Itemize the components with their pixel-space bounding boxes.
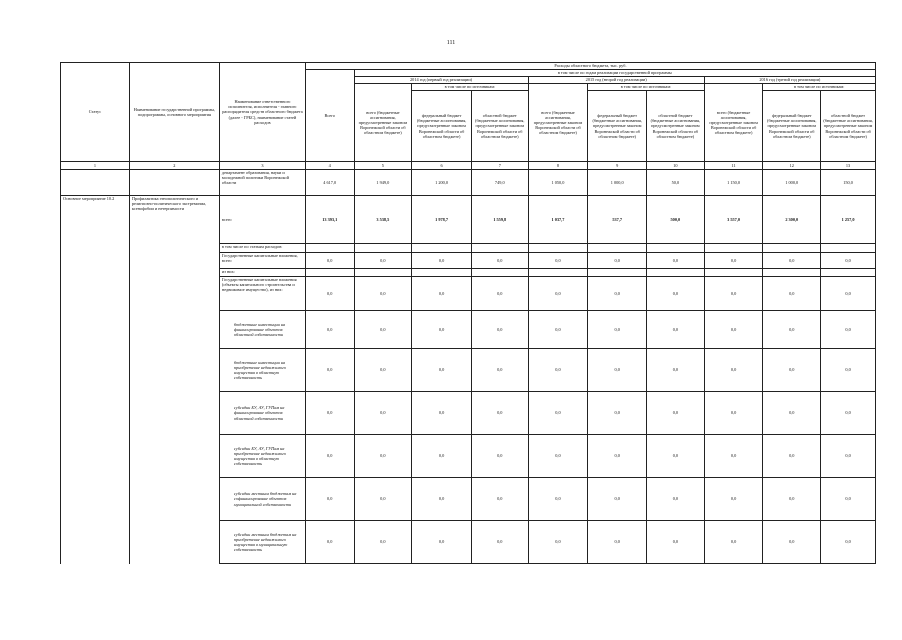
value-cell: 0,0 xyxy=(588,435,647,478)
header-federal-col-1: федеральный бюджет (бюджетные ассигнования, предусмотренные законом Воронежской области об областном бюджете) xyxy=(412,91,472,162)
empty-cell xyxy=(647,269,705,277)
empty-cell xyxy=(704,244,763,253)
header-year-2015: 2015 год (второй год реализации) xyxy=(528,77,704,84)
empty-cell xyxy=(354,244,412,253)
value-cell: 0,0 xyxy=(305,277,354,311)
header-all-col-1: всего (бюджетные ассигнования, предусмотренные законом Воронежской области об областном бюджете) xyxy=(354,84,412,162)
value-cell: 4 617,0 xyxy=(305,170,354,196)
value-cell: 0,0 xyxy=(354,435,412,478)
header-program-name: Наименование государственной программы, подпрограммы, основного мероприятия xyxy=(129,63,219,162)
header-year-2016: 2016 год (третий год реализации) xyxy=(704,77,875,84)
value-cell: 0,0 xyxy=(528,392,588,435)
table-row xyxy=(61,196,876,244)
value-cell: 0,0 xyxy=(704,253,763,269)
value-cell: 0,0 xyxy=(821,521,876,564)
value-cell: 0,0 xyxy=(821,478,876,521)
row-label: в том числе по статьям расходов: xyxy=(219,244,305,253)
value-cell: 0,0 xyxy=(588,253,647,269)
value-cell: 749,0 xyxy=(471,170,528,196)
value-cell: 537,7 xyxy=(588,196,647,244)
column-number: 1 xyxy=(61,162,130,170)
value-cell: 1 050,0 xyxy=(528,170,588,196)
value-cell: 1 949,0 xyxy=(354,170,412,196)
value-cell: 0,0 xyxy=(588,478,647,521)
value-cell: 0,0 xyxy=(305,478,354,521)
row-label: всего xyxy=(219,196,305,244)
event-name: Профилактика этнополитического и религиозно-политического экстремизма, ксенофобии и нетерпимости xyxy=(129,196,219,564)
budget-table xyxy=(60,62,876,564)
value-cell: 0,0 xyxy=(821,435,876,478)
value-cell: 0,0 xyxy=(305,253,354,269)
header-year-2014: 2014 год (первый год реализации) xyxy=(354,77,528,84)
value-cell: 0,0 xyxy=(528,253,588,269)
value-cell: 0,0 xyxy=(412,521,472,564)
value-cell: 0,0 xyxy=(471,311,528,349)
row-label: субсидии местным бюджетам на приобретение недвижимого имущества в муниципальную собственность xyxy=(219,521,305,564)
row-label: Государственные капитальные вложения, всего xyxy=(219,253,305,269)
header-regional-col-3: областной бюджет (бюджетные ассигнования, предусмотренные законом Воронежской области об областном бюджете) xyxy=(821,91,876,162)
value-cell: 0,0 xyxy=(821,311,876,349)
column-number: 13 xyxy=(821,162,876,170)
value-cell: 0,0 xyxy=(412,435,472,478)
row-label: департамент образования, науки и молодежной политики Воронежской области xyxy=(219,170,305,196)
header-by-years: в том числе по годам реализации государственной программы xyxy=(354,70,875,77)
value-cell: 0,0 xyxy=(471,435,528,478)
row-label: субсидии БУ, АУ, ГУПам на финансирование объектов областной собственности xyxy=(219,392,305,435)
value-cell: 0,0 xyxy=(704,392,763,435)
value-cell: 0,0 xyxy=(528,349,588,392)
value-cell: 0,0 xyxy=(763,277,821,311)
value-cell: 0,0 xyxy=(354,349,412,392)
column-number: 6 xyxy=(412,162,472,170)
value-cell: 0,0 xyxy=(354,521,412,564)
value-cell: 0,0 xyxy=(471,277,528,311)
value-cell: 0,0 xyxy=(354,277,412,311)
value-cell: 0,0 xyxy=(354,478,412,521)
empty-cell xyxy=(412,269,472,277)
column-number: 2 xyxy=(129,162,219,170)
value-cell: 0,0 xyxy=(763,253,821,269)
header-federal-col-3: федеральный бюджет (бюджетные ассигнования, предусмотренные законом Воронежской области об областном бюджете) xyxy=(763,91,821,162)
value-cell: 1 150,0 xyxy=(704,170,763,196)
header-expenses: Расходы областного бюджета, тыс. руб. xyxy=(305,63,875,70)
value-cell: 0,0 xyxy=(528,435,588,478)
empty-cell xyxy=(471,269,528,277)
table-row xyxy=(61,170,876,196)
name-cell xyxy=(129,170,219,196)
header-by-sources-3: в том числе по источникам: xyxy=(763,84,876,91)
value-cell: 0,0 xyxy=(647,521,705,564)
value-cell: 3 538,5 xyxy=(354,196,412,244)
value-cell: 1 200,0 xyxy=(412,170,472,196)
value-cell: 0,0 xyxy=(412,253,472,269)
value-cell: 3 557,0 xyxy=(704,196,763,244)
value-cell: 50,0 xyxy=(647,170,705,196)
value-cell: 0,0 xyxy=(821,277,876,311)
value-cell: 0,0 xyxy=(471,521,528,564)
value-cell: 0,0 xyxy=(305,349,354,392)
column-number: 8 xyxy=(528,162,588,170)
empty-cell xyxy=(704,269,763,277)
column-number: 10 xyxy=(647,162,705,170)
value-cell: 0,0 xyxy=(588,521,647,564)
value-cell: 0,0 xyxy=(763,435,821,478)
value-cell: 0,0 xyxy=(588,277,647,311)
value-cell: 0,0 xyxy=(647,392,705,435)
header-all-col-2: всего (бюджетные ассигнования, предусмотренные законом Воронежской области об областном бюджете) xyxy=(528,84,588,162)
value-cell: 0,0 xyxy=(412,478,472,521)
empty-cell xyxy=(763,244,821,253)
header-by-sources-1: в том числе по источникам: xyxy=(412,84,528,91)
value-cell: 0,0 xyxy=(821,253,876,269)
value-cell: 0,0 xyxy=(763,521,821,564)
column-number: 12 xyxy=(763,162,821,170)
header-by-sources-2: в том числе по источникам: xyxy=(588,84,704,91)
value-cell: 0,0 xyxy=(354,253,412,269)
value-cell: 0,0 xyxy=(528,311,588,349)
empty-cell xyxy=(354,269,412,277)
page-number: 111 xyxy=(446,40,456,46)
value-cell: 0,0 xyxy=(647,253,705,269)
value-cell: 1 000,0 xyxy=(763,170,821,196)
value-cell: 0,0 xyxy=(704,478,763,521)
value-cell: 0,0 xyxy=(305,435,354,478)
value-cell: 0,0 xyxy=(412,277,472,311)
empty-cell xyxy=(528,269,588,277)
value-cell: 0,0 xyxy=(647,277,705,311)
empty-cell xyxy=(588,244,647,253)
value-cell: 0,0 xyxy=(763,349,821,392)
value-cell: 0,0 xyxy=(588,392,647,435)
value-cell: 0,0 xyxy=(354,311,412,349)
column-number: 9 xyxy=(588,162,647,170)
value-cell: 0,0 xyxy=(588,349,647,392)
empty-cell xyxy=(821,269,876,277)
value-cell: 1 559,8 xyxy=(471,196,528,244)
value-cell: 0,0 xyxy=(704,277,763,311)
value-cell: 500,0 xyxy=(647,196,705,244)
value-cell: 0,0 xyxy=(763,392,821,435)
value-cell: 1 037,7 xyxy=(528,196,588,244)
status-cell xyxy=(61,170,130,196)
value-cell: 2 300,0 xyxy=(763,196,821,244)
value-cell: 0,0 xyxy=(821,349,876,392)
event-status: Основное мероприятие 10.2 xyxy=(61,196,130,564)
empty-cell xyxy=(588,269,647,277)
value-cell: 0,0 xyxy=(704,311,763,349)
value-cell: 0,0 xyxy=(647,435,705,478)
value-cell: 1 000,0 xyxy=(588,170,647,196)
value-cell: 0,0 xyxy=(528,277,588,311)
value-cell: 0,0 xyxy=(354,392,412,435)
value-cell: 0,0 xyxy=(763,311,821,349)
value-cell: 0,0 xyxy=(528,478,588,521)
column-number: 4 xyxy=(305,162,354,170)
value-cell: 0,0 xyxy=(471,478,528,521)
header-executor: Наименование ответственного исполнителя, исполнителя - главного распорядителя средств областного бюджета (далее - ГРБС), наименование статей расходов xyxy=(219,63,305,162)
value-cell: 0,0 xyxy=(647,478,705,521)
value-cell: 1 978,7 xyxy=(412,196,472,244)
value-cell: 0,0 xyxy=(821,392,876,435)
row-label: Государственные капитальные вложения (объекты капитального строительства и недвижимое имущество), из них: xyxy=(219,277,305,311)
empty-cell xyxy=(763,269,821,277)
empty-cell xyxy=(305,244,354,253)
header-all-col-3: всего (бюджетные ассигнования, предусмотренные законом Воронежской области об областном бюджете) xyxy=(704,84,763,162)
value-cell: 0,0 xyxy=(471,392,528,435)
empty-cell xyxy=(305,269,354,277)
header-federal-col-2: федеральный бюджет (бюджетные ассигнования, предусмотренные законом Воронежской области об областном бюджете) xyxy=(588,91,647,162)
header-regional-col-2: областной бюджет (бюджетные ассигнования, предусмотренные законом Воронежской области об областном бюджете) xyxy=(647,91,705,162)
value-cell: 0,0 xyxy=(305,392,354,435)
value-cell: 0,0 xyxy=(647,311,705,349)
value-cell: 0,0 xyxy=(528,521,588,564)
column-number-row xyxy=(61,162,876,170)
header-status: Статус xyxy=(61,63,130,162)
column-number: 7 xyxy=(471,162,528,170)
empty-cell xyxy=(821,244,876,253)
row-label: бюджетные инвестиции на финансирование объектов областной собственности xyxy=(219,311,305,349)
empty-cell xyxy=(647,244,705,253)
value-cell: 0,0 xyxy=(471,349,528,392)
value-cell: 0,0 xyxy=(704,521,763,564)
column-number: 5 xyxy=(354,162,412,170)
header-regional-col-1: областной бюджет (бюджетные ассигнования, предусмотренные законом Воронежской области об областном бюджете) xyxy=(471,91,528,162)
value-cell: 0,0 xyxy=(412,311,472,349)
value-cell: 13 393,1 xyxy=(305,196,354,244)
value-cell: 0,0 xyxy=(305,521,354,564)
empty-cell xyxy=(528,244,588,253)
row-label: бюджетные инвестиции на приобретение недвижимого имущества в областную собственность xyxy=(219,349,305,392)
row-label: субсидии БУ, АУ, ГУПам на приобретение недвижимого имущества в областную собственность xyxy=(219,435,305,478)
value-cell: 1 257,0 xyxy=(821,196,876,244)
column-number: 11 xyxy=(704,162,763,170)
empty-cell xyxy=(412,244,472,253)
column-number: 3 xyxy=(219,162,305,170)
value-cell: 150,0 xyxy=(821,170,876,196)
header-total: Всего xyxy=(305,70,354,162)
value-cell: 0,0 xyxy=(647,349,705,392)
value-cell: 0,0 xyxy=(412,392,472,435)
empty-cell xyxy=(471,244,528,253)
row-label: из них: xyxy=(219,269,305,277)
value-cell: 0,0 xyxy=(763,478,821,521)
value-cell: 0,0 xyxy=(471,253,528,269)
row-label: субсидии местным бюджетам на софинансирование объектов муниципальной собственности xyxy=(219,478,305,521)
value-cell: 0,0 xyxy=(305,311,354,349)
value-cell: 0,0 xyxy=(704,349,763,392)
value-cell: 0,0 xyxy=(588,311,647,349)
value-cell: 0,0 xyxy=(412,349,472,392)
value-cell: 0,0 xyxy=(704,435,763,478)
